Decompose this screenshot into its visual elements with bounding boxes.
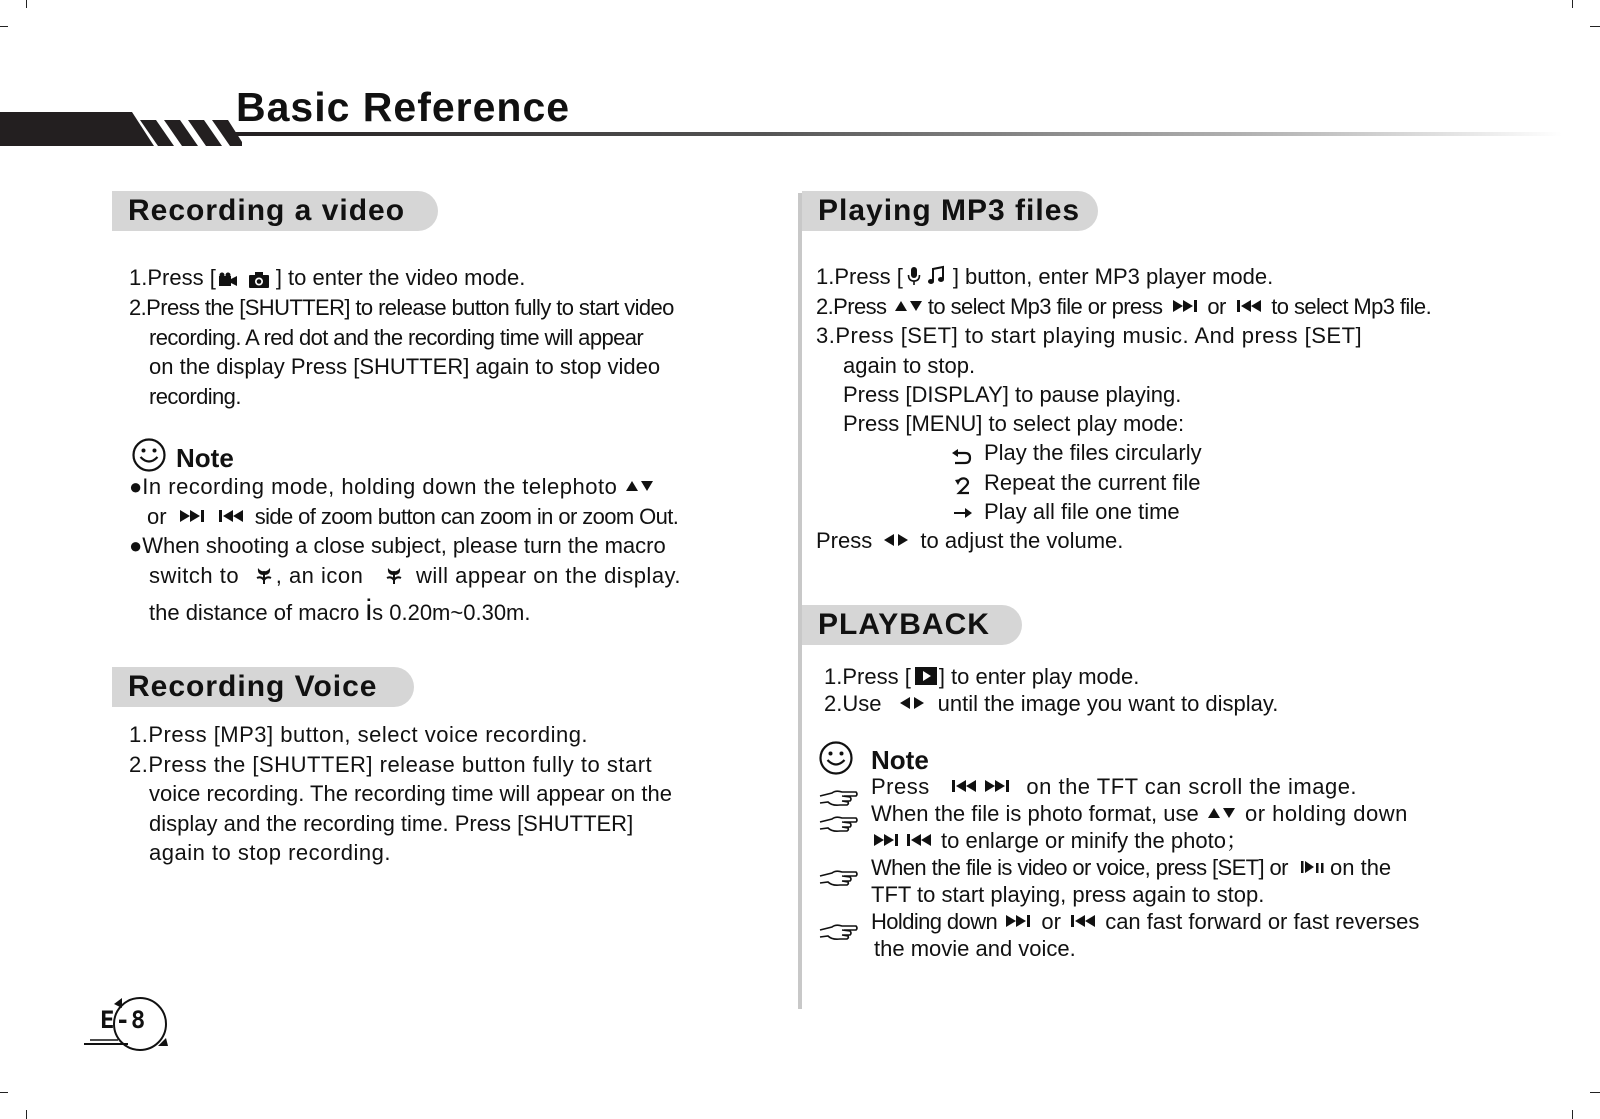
play-mode-once: Play all file one time bbox=[984, 499, 1180, 524]
header-stripes bbox=[112, 112, 242, 146]
column-divider bbox=[798, 193, 802, 1009]
fast-forward-icon bbox=[1005, 914, 1033, 928]
pointing-hand-icon bbox=[818, 814, 858, 834]
video-step-1: 1.Press [ ] to enter the video mode. bbox=[129, 265, 526, 290]
page-number: E-8 bbox=[100, 1006, 147, 1034]
smiley-icon bbox=[818, 740, 854, 776]
section-tab-playback bbox=[802, 605, 1022, 645]
fast-forward-icon bbox=[873, 833, 901, 847]
crop-mark bbox=[1572, 0, 1573, 8]
note1-bullet-2-line-2: switch to , an icon will appear on the display. bbox=[149, 563, 682, 588]
crop-mark bbox=[1590, 26, 1600, 27]
note-label: Note bbox=[176, 443, 234, 473]
video-camera-icon bbox=[218, 272, 238, 288]
mp3-step-3-cont: again to stop. bbox=[843, 353, 976, 378]
section-title: Recording Voice bbox=[128, 670, 378, 703]
rewind-icon bbox=[1069, 914, 1097, 928]
pointing-hand-icon bbox=[818, 868, 858, 888]
play-mode-repeat: Repeat the current file bbox=[984, 470, 1201, 495]
rewind-icon bbox=[950, 779, 978, 793]
voice-line-4: display and the recording time. Press [SHUTTER] bbox=[149, 811, 634, 836]
pointing-hand-icon bbox=[818, 922, 858, 942]
voice-line-1: 1.Press [MP3] button, select voice recording. bbox=[129, 722, 589, 747]
section-tab-recording-voice bbox=[112, 667, 414, 707]
note-label: Note bbox=[871, 745, 929, 775]
pointing-hand-icon bbox=[818, 788, 858, 808]
section-tab-recording-video bbox=[112, 191, 438, 231]
playback-button-icon bbox=[915, 667, 937, 685]
voice-line-3: voice recording. The recording time will appear on the bbox=[149, 781, 672, 806]
note2-item-1: Press on the TFT can scroll the image. bbox=[871, 774, 1358, 799]
mp3-menu-mode: Press [MENU] to select play mode: bbox=[843, 411, 1185, 436]
play-pause-icon bbox=[1300, 860, 1328, 874]
note2-item-4-line-1: Holding down or can fast forward or fast reverses bbox=[871, 909, 1420, 934]
page-title: Basic Reference bbox=[236, 84, 571, 130]
camera-icon bbox=[248, 271, 270, 289]
playback-line-1: 1.Press [ ] to enter play mode. bbox=[824, 664, 1140, 689]
rewind-icon bbox=[217, 509, 245, 523]
crop-mark bbox=[1590, 1092, 1600, 1093]
mp3-step-2: 2.Press to select Mp3 file or press or to select Mp3 file. bbox=[816, 294, 1432, 319]
macro-flower-icon bbox=[384, 565, 404, 585]
bullet-icon: ● bbox=[129, 474, 143, 499]
mp3-volume: Press to adjust the volume. bbox=[816, 528, 1124, 553]
up-down-arrows-icon bbox=[625, 479, 655, 493]
voice-line-2: 2.Press the [SHUTTER] release button fully to start bbox=[129, 752, 653, 777]
video-step-2-line-2: recording. A red dot and the recording time will appear bbox=[149, 325, 644, 350]
crop-mark bbox=[0, 26, 8, 27]
note2-item-4-line-2: the movie and voice. bbox=[874, 936, 1076, 961]
mp3-step-3: 3.Press [SET] to start playing music. And press [SET] bbox=[816, 323, 1363, 348]
note2-item-2-line-1: When the file is photo format, use or holding down bbox=[871, 801, 1408, 826]
rewind-icon bbox=[905, 833, 933, 847]
fast-forward-icon bbox=[179, 509, 207, 523]
up-down-arrows-icon bbox=[894, 299, 924, 313]
crop-mark bbox=[26, 1110, 27, 1119]
note1-bullet-1-line-2: or side of zoom button can zoom in or zoom Out. bbox=[147, 504, 679, 529]
header-bar bbox=[0, 112, 118, 146]
play-once-arrow-icon bbox=[953, 507, 973, 519]
up-down-arrows-icon bbox=[1207, 806, 1237, 820]
crop-mark bbox=[26, 0, 27, 8]
video-step-2-line-4: recording. bbox=[149, 384, 241, 409]
note1-bullet-1-line-1: ●In recording mode, holding down the telephoto bbox=[129, 474, 655, 500]
voice-line-5: again to stop recording. bbox=[149, 840, 391, 865]
mp3-display-pause: Press [DISPLAY] to pause playing. bbox=[843, 382, 1182, 407]
video-step-2-line-3: on the display Press [SHUTTER] again to stop video bbox=[149, 354, 661, 379]
note2-item-3-line-2: TFT to start playing, press again to stop. bbox=[871, 882, 1265, 907]
repeat-one-icon bbox=[953, 476, 973, 496]
bullet-icon: ● bbox=[129, 533, 143, 558]
playback-line-2: 2.Use until the image you want to display. bbox=[824, 691, 1279, 716]
music-note-icon bbox=[927, 266, 945, 286]
repeat-all-icon bbox=[951, 448, 973, 466]
header-rule bbox=[232, 132, 1562, 136]
section-tab-playing-mp3 bbox=[802, 191, 1098, 231]
section-title: PLAYBACK bbox=[818, 608, 990, 641]
note2-item-3-line-1: When the file is video or voice, press [SET] or on the bbox=[871, 855, 1392, 880]
left-right-arrows-icon bbox=[882, 533, 910, 547]
crop-mark bbox=[0, 1092, 8, 1093]
fast-forward-icon bbox=[984, 779, 1012, 793]
crop-mark bbox=[1572, 1110, 1573, 1119]
section-title: Playing MP3 files bbox=[818, 194, 1081, 227]
note1-bullet-2-line-3: the distance of macro is 0.20m~0.30m. bbox=[149, 594, 531, 627]
note2-item-2-line-2: to enlarge or minify the photo； bbox=[873, 828, 1248, 854]
macro-flower-icon bbox=[254, 565, 274, 585]
note1-bullet-2-line-1: ●When shooting a close subject, please turn the macro bbox=[129, 533, 666, 558]
play-mode-circular: Play the files circularly bbox=[984, 440, 1202, 465]
mp3-step-1: 1.Press [ ] button, enter MP3 player mode. bbox=[816, 264, 1274, 289]
smiley-icon bbox=[131, 437, 167, 473]
section-title: Recording a video bbox=[128, 194, 406, 227]
fast-forward-icon bbox=[1172, 299, 1200, 313]
video-step-2-line-1: 2.Press the [SHUTTER] to release button fully to start video bbox=[129, 295, 674, 320]
rewind-icon bbox=[1235, 299, 1263, 313]
left-right-arrows-icon bbox=[898, 696, 926, 710]
microphone-icon bbox=[907, 266, 921, 286]
